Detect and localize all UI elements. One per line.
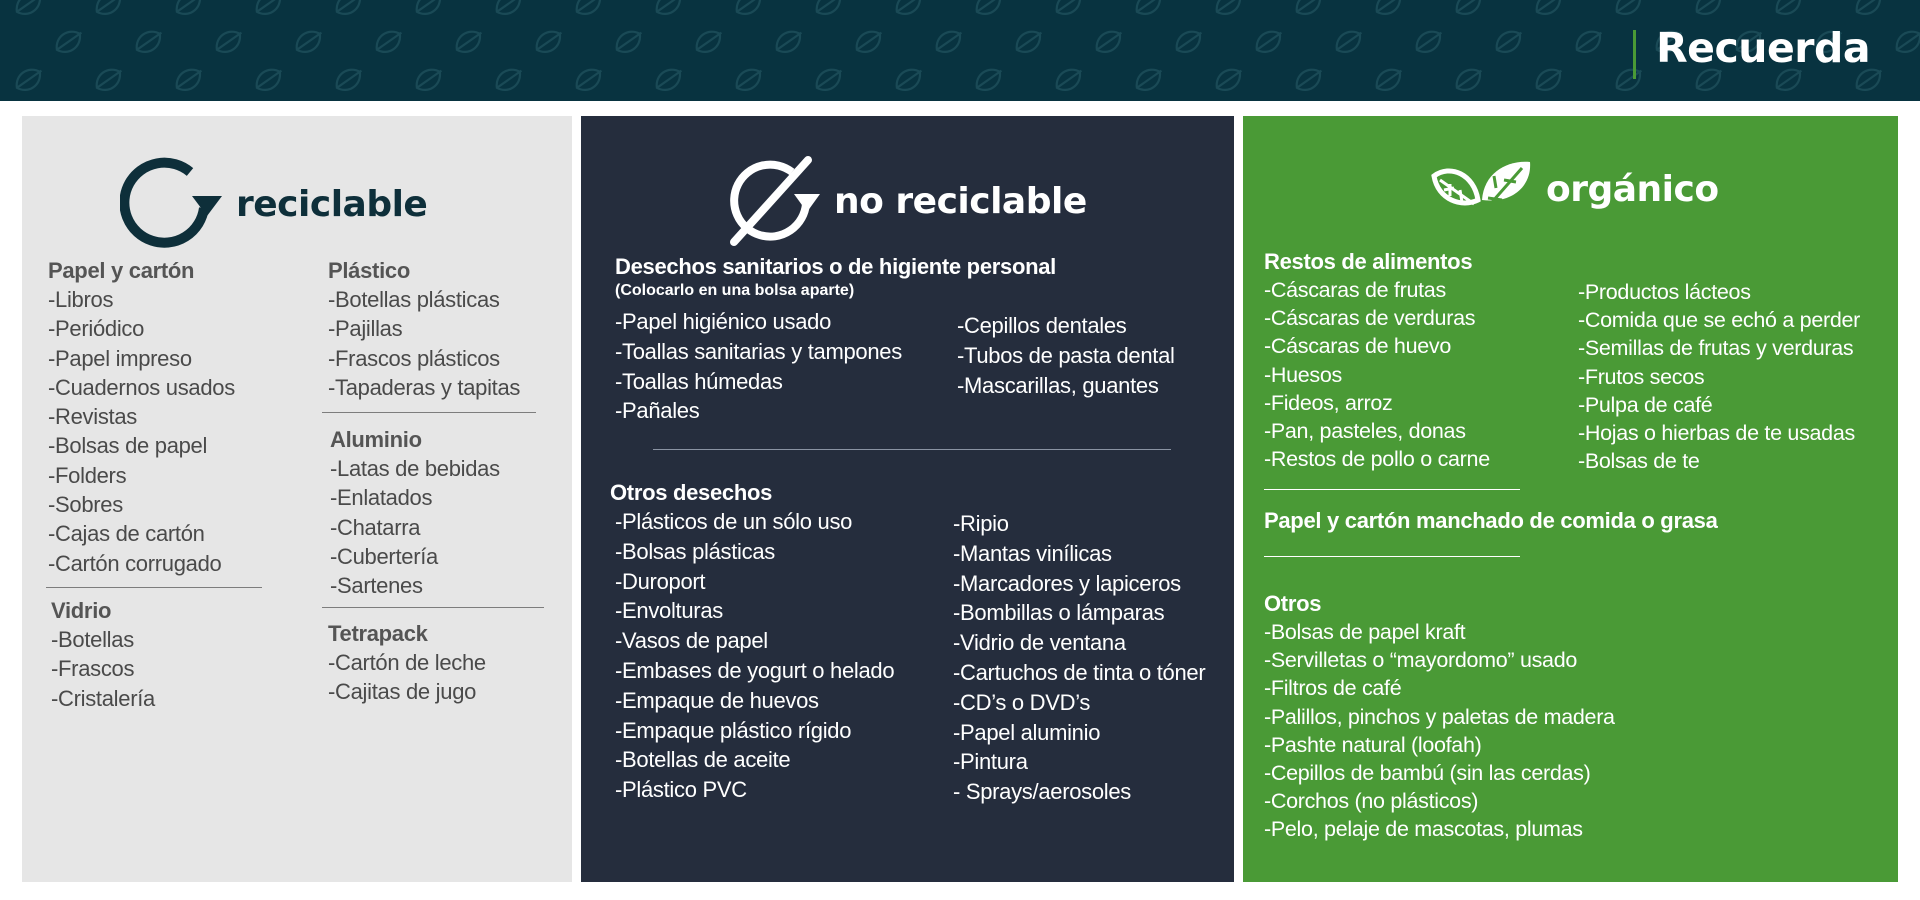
list-item: -Papel impreso — [48, 345, 192, 371]
page-title: Recuerda — [1656, 24, 1870, 72]
leaf-pattern-icon — [1212, 0, 1247, 19]
stained-paper-group — [1264, 506, 1718, 535]
other-waste-group-col2 — [953, 509, 1205, 807]
list-item: -Restos de pollo o carne — [1264, 447, 1490, 472]
list-item: -Papel higiénico usado — [615, 309, 831, 334]
list-item: -Duroport — [615, 568, 706, 594]
non-recyclable-panel — [581, 116, 1234, 882]
list-item: -Empaque plástico rígido — [615, 717, 852, 743]
item-list — [615, 507, 894, 805]
group-heading: Desechos sanitarios o de higiente personal — [615, 254, 1056, 279]
list-item: -Cajas de cartón — [48, 521, 205, 547]
divider — [653, 449, 1171, 450]
non-recyclable-title — [726, 156, 1087, 246]
list-item: -Mantas vinílicas — [953, 540, 1112, 566]
leaf-pattern-icon — [892, 63, 927, 95]
list-item: -Cartón corrugado — [48, 550, 222, 576]
organic-panel — [1243, 116, 1898, 882]
leaf-pattern-icon — [772, 25, 807, 57]
leaf-pattern-icon — [1172, 25, 1207, 57]
leaf-pattern-icon — [92, 0, 127, 19]
item-list — [330, 454, 500, 600]
leaf-pattern-icon — [932, 25, 967, 57]
title-accent-bar — [1633, 30, 1636, 79]
list-item: -Bombillas o lámparas — [953, 600, 1165, 626]
list-item: -Sobres — [48, 492, 123, 518]
group-heading: Papel y cartón manchado de comida o grasa — [1264, 508, 1718, 533]
list-item: -Frutos secos — [1578, 364, 1705, 389]
list-item: -Bolsas plásticas — [615, 538, 775, 564]
list-item: -Tapaderas y tapitas — [328, 374, 521, 400]
divider — [322, 607, 544, 608]
leaves-icon — [1428, 156, 1534, 222]
recyclable-title-text: reciclable — [236, 183, 428, 225]
list-item: -Fideos, arroz — [1264, 390, 1393, 415]
list-item: -Cartuchos de tinta o tóner — [953, 659, 1206, 685]
item-list — [48, 285, 235, 578]
leaf-pattern-icon — [172, 0, 207, 19]
divider — [1264, 556, 1520, 557]
item-list — [328, 648, 486, 707]
leaf-pattern-icon — [1452, 63, 1487, 95]
recycle-group-aluminum — [330, 425, 500, 600]
item-list — [957, 311, 1175, 400]
leaf-pattern-icon — [1252, 25, 1287, 57]
leaf-pattern-icon — [492, 0, 527, 19]
list-item: -Toallas húmedas — [615, 368, 783, 394]
list-item: -Vasos de papel — [615, 628, 768, 654]
leaf-pattern-icon — [652, 0, 687, 19]
list-item: -Bolsas de papel kraft — [1264, 620, 1466, 644]
recyclable-panel — [22, 116, 572, 882]
leaf-pattern-icon — [1372, 63, 1407, 95]
leaf-pattern-icon — [1612, 63, 1647, 95]
leaf-pattern-icon — [0, 0, 1920, 101]
list-item: -Cristalería — [51, 685, 155, 711]
leaf-pattern-icon — [1212, 63, 1247, 95]
list-item: -Tubos de pasta dental — [957, 342, 1175, 368]
list-item: -Filtros de café — [1264, 676, 1402, 701]
food-remains-group — [1264, 247, 1490, 473]
leaf-pattern-icon — [1532, 0, 1567, 19]
item-list — [1264, 276, 1490, 473]
no-recycle-icon — [726, 156, 822, 246]
leaf-pattern-icon — [412, 0, 447, 19]
list-item: -Cáscaras de frutas — [1264, 278, 1446, 302]
leaf-pattern-icon — [532, 25, 567, 57]
list-item: -Pelo, pelaje de mascotas, plumas — [1264, 817, 1583, 842]
other-waste-group — [610, 478, 894, 805]
list-item: -Pashte natural (loofah) — [1264, 732, 1482, 757]
list-item: -Botellas plásticas — [328, 287, 500, 312]
leaf-pattern-icon — [572, 0, 607, 19]
list-item: -Cubertería — [330, 543, 438, 569]
list-item: -Bolsas de te — [1578, 449, 1700, 474]
list-item: -CD’s o DVD’s — [953, 689, 1091, 715]
leaf-pattern-icon — [1692, 0, 1727, 19]
group-heading: Restos de alimentos — [1264, 249, 1473, 274]
list-item: -Chatarra — [330, 514, 421, 540]
leaf-pattern-icon — [1052, 63, 1087, 95]
leaf-pattern-icon — [1852, 0, 1887, 19]
list-item: -Sartenes — [330, 573, 423, 599]
leaf-pattern-icon — [852, 25, 887, 57]
list-item: -Marcadores y lapiceros — [953, 570, 1181, 596]
organic-others-group — [1264, 589, 1615, 844]
list-item: -Plástico PVC — [615, 777, 747, 803]
list-item: -Empaque de huevos — [615, 687, 819, 713]
list-item: -Plásticos de un sólo uso — [615, 509, 853, 534]
list-item: -Pañales — [615, 398, 700, 424]
leaf-pattern-icon — [1452, 0, 1487, 19]
leaf-pattern-icon — [372, 25, 407, 57]
list-item: -Huesos — [1264, 362, 1342, 387]
leaf-pattern-icon — [892, 0, 927, 19]
list-item: -Botellas — [51, 627, 134, 652]
organic-title — [1428, 156, 1719, 222]
leaf-pattern-icon — [1012, 25, 1047, 57]
list-item: -Hojas o hierbas de te usadas — [1578, 421, 1855, 446]
list-item: -Periódico — [48, 316, 145, 342]
leaf-pattern-icon — [1892, 25, 1920, 57]
group-heading: Otros — [1264, 591, 1322, 616]
list-item: -Cáscaras de verduras — [1264, 306, 1476, 331]
list-item: -Pintura — [953, 749, 1028, 775]
leaf-pattern-icon — [212, 25, 247, 57]
item-list — [953, 509, 1205, 807]
recyclable-title — [120, 156, 427, 252]
list-item: -Revistas — [48, 404, 137, 430]
leaf-pattern-icon — [1292, 63, 1327, 95]
list-item: -Latas de bebidas — [330, 456, 500, 481]
list-item: -Frascos — [51, 656, 135, 682]
food-remains-group-col2 — [1578, 278, 1860, 475]
leaf-pattern-icon — [92, 63, 127, 95]
leaf-pattern-icon — [1412, 25, 1447, 57]
item-list — [1578, 278, 1860, 475]
list-item: -Bolsas de papel — [48, 433, 208, 459]
list-item: -Cartón de leche — [328, 650, 486, 675]
list-item: -Pan, pasteles, donas — [1264, 419, 1466, 444]
leaf-pattern-icon — [1132, 63, 1167, 95]
item-list — [328, 285, 520, 402]
list-item: -Palillos, pinchos y paletas de madera — [1264, 704, 1615, 729]
list-item: -Cuadernos usados — [48, 374, 235, 400]
leaf-pattern-icon — [172, 63, 207, 95]
leaf-pattern-icon — [1492, 25, 1527, 57]
leaf-pattern-icon — [12, 0, 47, 19]
recycle-arrow-icon — [120, 156, 224, 252]
leaf-pattern-icon — [332, 0, 367, 19]
organic-title-text: orgánico — [1546, 168, 1719, 210]
leaf-pattern-icon — [1572, 25, 1607, 57]
leaf-pattern-icon — [252, 0, 287, 19]
list-item: -Botellas de aceite — [615, 747, 791, 773]
group-heading: Vidrio — [51, 598, 112, 623]
header-banner — [0, 0, 1920, 101]
leaf-pattern-icon — [1092, 25, 1127, 57]
leaf-pattern-icon — [52, 25, 87, 57]
leaf-pattern-icon — [1132, 0, 1167, 19]
group-heading: Aluminio — [330, 427, 422, 452]
item-list — [1264, 618, 1615, 844]
list-item: -Cajitas de jugo — [328, 679, 477, 705]
list-item: -Papel aluminio — [953, 719, 1101, 745]
leaf-pattern-icon — [1332, 25, 1367, 57]
list-item: -Folders — [48, 462, 127, 488]
leaf-pattern-icon — [812, 63, 847, 95]
leaf-pattern-icon — [252, 63, 287, 95]
list-item: -Frascos plásticos — [328, 345, 500, 371]
list-item: -Productos lácteos — [1578, 280, 1751, 304]
list-item: -Toallas sanitarias y tampones — [615, 338, 902, 364]
list-item: -Envolturas — [615, 598, 723, 624]
list-item: -Enlatados — [330, 485, 433, 511]
sanitary-group-col2 — [957, 311, 1175, 400]
list-item: -Pulpa de café — [1578, 392, 1713, 417]
leaf-pattern-icon — [612, 25, 647, 57]
list-item: -Embases de yogurt o helado — [615, 657, 895, 683]
list-item: -Ripio — [953, 511, 1009, 536]
list-item: -Comida que se echó a perder — [1578, 308, 1861, 333]
leaf-pattern-icon — [492, 63, 527, 95]
list-item: -Cáscaras de huevo — [1264, 334, 1452, 359]
leaf-pattern-icon — [1292, 0, 1327, 19]
leaf-pattern-icon — [812, 0, 847, 19]
leaf-pattern-icon — [12, 63, 47, 95]
item-list — [51, 625, 155, 713]
leaf-pattern-icon — [972, 0, 1007, 19]
group-subheading: (Colocarlo en una bolsa aparte) — [615, 282, 855, 299]
leaf-pattern-icon — [452, 25, 487, 57]
leaf-pattern-icon — [972, 63, 1007, 95]
leaf-pattern-icon — [1532, 63, 1567, 95]
list-item: - Sprays/aerosoles — [953, 779, 1132, 805]
list-item: -Mascarillas, guantes — [957, 372, 1159, 398]
leaf-pattern-icon — [132, 25, 167, 57]
list-item: -Servilletas o “mayordomo” usado — [1264, 648, 1578, 673]
group-heading: Plástico — [328, 258, 410, 283]
leaf-pattern-icon — [1052, 0, 1087, 19]
list-item: -Corchos (no plásticos) — [1264, 789, 1479, 814]
non-recyclable-title-text: no reciclable — [834, 180, 1087, 222]
leaf-pattern-icon — [652, 63, 687, 95]
recycle-group-glass — [51, 596, 155, 713]
leaf-pattern-icon — [332, 63, 367, 95]
leaf-pattern-icon — [1772, 0, 1807, 19]
list-item: -Cepillos de bambú (sin las cerdas) — [1264, 761, 1591, 786]
leaf-pattern-icon — [1612, 0, 1647, 19]
leaf-pattern-icon — [1372, 0, 1407, 19]
leaf-pattern-icon — [732, 0, 767, 19]
group-heading: Papel y cartón — [48, 258, 195, 283]
recycle-group-tetrapack — [328, 619, 486, 707]
list-item: -Semillas de frutas y verduras — [1578, 336, 1854, 361]
leaf-pattern-icon — [412, 63, 447, 95]
leaf-pattern-icon — [732, 63, 767, 95]
leaf-pattern-icon — [572, 63, 607, 95]
divider — [46, 587, 262, 588]
divider — [322, 412, 536, 413]
recycle-group-plastic — [328, 256, 520, 402]
group-heading: Tetrapack — [328, 621, 428, 646]
leaf-pattern-icon — [292, 25, 327, 57]
list-item: -Vidrio de ventana — [953, 630, 1126, 656]
divider — [1264, 489, 1520, 490]
list-item: -Cepillos dentales — [957, 313, 1127, 338]
leaf-pattern-icon — [692, 25, 727, 57]
recycle-group-paper — [48, 256, 235, 578]
group-heading: Otros desechos — [610, 480, 773, 505]
list-item: -Pajillas — [328, 316, 403, 342]
list-item: -Libros — [48, 287, 114, 312]
